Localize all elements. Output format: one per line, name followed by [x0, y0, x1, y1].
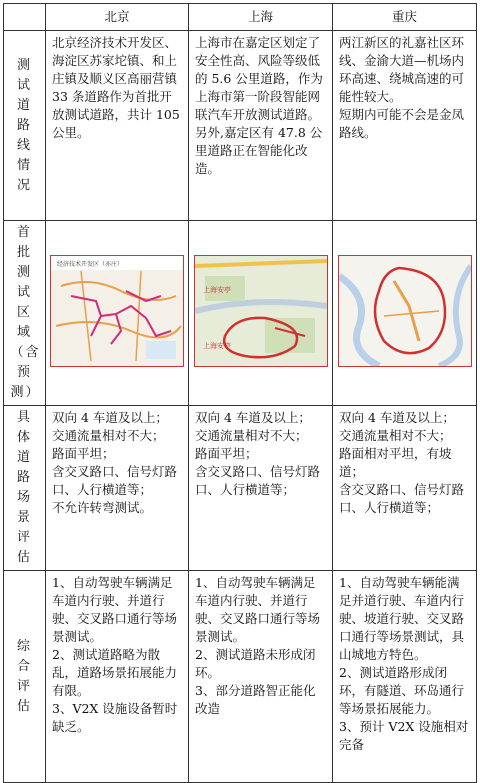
- cell-beijing-roads: [46, 31, 189, 221]
- cell-text: 2、测试道路形成闭环，有隧道、环岛通行等场景拓展能力。: [339, 665, 465, 716]
- cell-text: 两江新区的礼嘉社区环线、金渝大道—机场内环高速、绕城高速的可能性较大。: [339, 35, 465, 104]
- cell-text: 双向 4 车道及以上；: [195, 410, 311, 425]
- row-label: 具体道路场景评估: [4, 406, 46, 571]
- cell-text: 路面相对平坦，有坡道；: [339, 446, 452, 479]
- cell-text: 北京经济技术开发区、海淀区苏家坨镇、和上庄镇及顺义区高丽营镇 33 条道路作为首批开放测试道路，共计 105 公里。: [52, 35, 180, 140]
- cell-text: 3、预计 V2X 设施相对完备: [339, 719, 469, 752]
- cell-text: 3、V2X 设施设备暂时缺乏。: [52, 701, 178, 734]
- cell-chongqing-map: [333, 221, 477, 406]
- header-row: [4, 4, 477, 31]
- row-label: 综合评估: [4, 571, 46, 783]
- comparison-table: [3, 3, 477, 783]
- cell-text: 3、部分道路智正能化改造: [195, 683, 316, 716]
- corner-cell: [4, 4, 46, 31]
- cell-beijing-eval: [46, 571, 189, 783]
- map-caption: 上海安亭: [202, 286, 231, 294]
- cell-text: 路面平坦；: [52, 446, 115, 461]
- cell-beijing-map: [46, 221, 189, 406]
- cell-text: 交通流量相对不大；: [195, 428, 308, 443]
- cell-text: 1、自动驾驶车辆能满足并道行驶、车道内行驶、坡道行驶、交叉路口通行等场景测试，具山城地方特色。: [339, 575, 465, 662]
- table-row: [4, 221, 477, 406]
- map-caption-2: 上海安亭: [202, 342, 231, 350]
- cell-text: 含交叉路口、信号灯路口、人行横道等；: [52, 464, 178, 497]
- shanghai-map-image: [195, 256, 327, 366]
- row-label: 首批测试区域（含预测）: [4, 221, 46, 406]
- cell-text: 双向 4 车道及以上；: [339, 410, 455, 425]
- cell-text: 2、测试道路略为散乱，道路场景拓展能力有限。: [52, 647, 178, 698]
- cell-text: 1、自动驾驶车辆满足车道内行驶、并道行驶、交叉路口通行等场景测试。: [195, 575, 321, 644]
- cell-text: 不允许转弯测试。: [52, 500, 153, 515]
- cell-chongqing-scenes: [333, 406, 477, 571]
- cell-text: 1、自动驾驶车辆满足车道内行驶、并道行驶、交叉路口通行等场景测试。: [52, 575, 178, 644]
- cell-shanghai-scenes: [189, 406, 333, 571]
- cell-beijing-scenes: [46, 406, 189, 571]
- map-caption: 经济技术开发区（亦庄）: [57, 261, 124, 268]
- cell-text: 另外,嘉定区有 47.8 公里道路正在智能化改造。: [195, 125, 323, 176]
- row-label: 测试道路线情况: [4, 31, 46, 221]
- cell-shanghai-map: [189, 221, 333, 406]
- cell-text: 2、测试道路未形成闭环。: [195, 647, 316, 680]
- beijing-map-image: [51, 256, 183, 366]
- header-chongqing: 重庆: [333, 4, 477, 31]
- table-row: [4, 31, 477, 221]
- header-beijing: 北京: [46, 4, 189, 31]
- beijing-map: [50, 255, 184, 367]
- cell-text: 双向 4 车道及以上；: [52, 410, 168, 425]
- shanghai-map: [194, 255, 328, 367]
- cell-chongqing-roads: [333, 31, 477, 221]
- cell-shanghai-roads: [189, 31, 333, 221]
- table-row: [4, 406, 477, 571]
- chongqing-map-image: [339, 256, 471, 366]
- cell-text: 路面平坦；: [195, 446, 258, 461]
- cell-text: 交通流量相对不大；: [52, 428, 165, 443]
- cell-shanghai-eval: [189, 571, 333, 783]
- cell-text: 交通流量相对不大；: [339, 428, 452, 443]
- cell-text: 短期内可能不会是金凤路线。: [339, 107, 465, 140]
- cell-text: 含交叉路口、信号灯路口、人行横道等；: [195, 464, 321, 497]
- cell-text: 上海市在嘉定区划定了安全性高、风险等级低的 5.6 公里道路，作为上海市第一阶段智能网联汽车开放测试道路。: [195, 35, 323, 122]
- cell-chongqing-eval: [333, 571, 477, 783]
- chongqing-map: [338, 255, 472, 367]
- cell-text: 含交叉路口、信号灯路口、人行横道等；: [339, 482, 465, 515]
- table-row: [4, 571, 477, 783]
- header-shanghai: 上海: [189, 4, 333, 31]
